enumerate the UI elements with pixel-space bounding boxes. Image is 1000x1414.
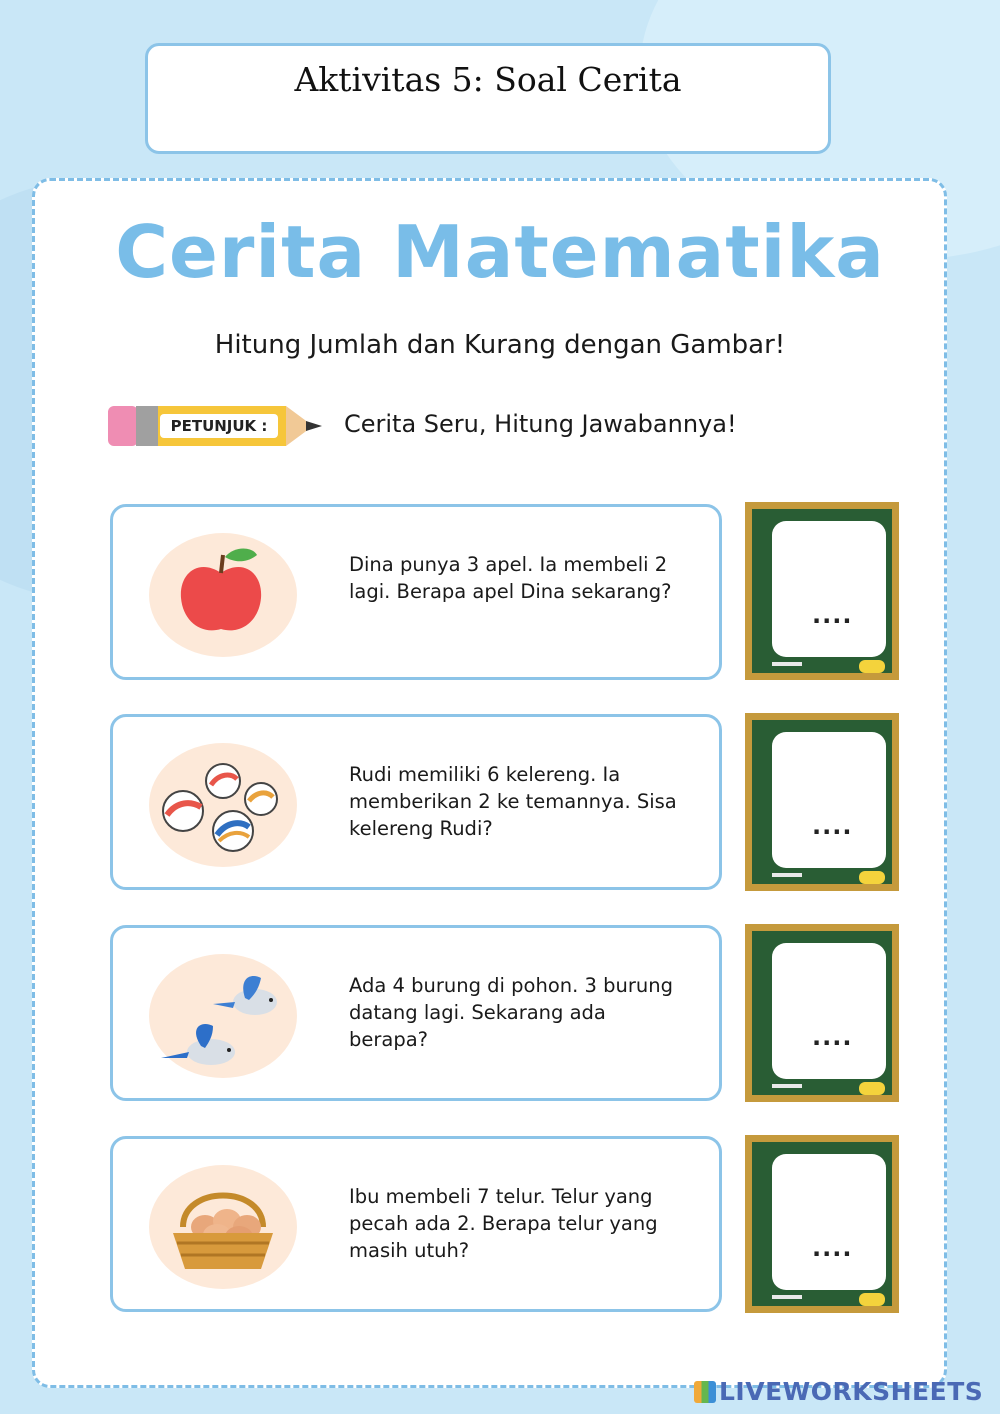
page-title: Cerita Matematika: [115, 210, 885, 294]
instruction-text: Cerita Seru, Hitung Jawabannya!: [344, 410, 737, 438]
answer-board-2: [745, 713, 899, 891]
instruction-label: PETUNJUK :: [160, 414, 278, 438]
chalk-icon: [772, 662, 802, 666]
activity-title: Aktivitas 5: Soal Cerita: [294, 60, 682, 99]
question-image-circle: [149, 533, 297, 657]
eraser-icon: [859, 871, 885, 884]
logo-mark-icon: [694, 1381, 716, 1403]
question-card-2: [110, 714, 722, 890]
eraser-icon: [859, 660, 885, 673]
apple-icon: [149, 533, 297, 657]
chalk-icon: [772, 1084, 802, 1088]
question-card-4: [110, 1136, 722, 1312]
answer-placeholder: ....: [812, 1023, 853, 1051]
question-text: Dina punya 3 apel. Ia membeli 2 lagi. Berapa apel Dina sekarang?: [349, 553, 672, 603]
question-card-3: [110, 925, 722, 1101]
answer-placeholder: ....: [812, 601, 853, 629]
answer-board-3: [745, 924, 899, 1102]
chalk-icon: [772, 873, 802, 877]
answer-field[interactable]: [772, 521, 886, 657]
question-card-1: [110, 504, 722, 680]
question-text: Ibu membeli 7 telur. Telur yang pecah ada 2. Berapa telur yang masih utuh?: [349, 1185, 658, 1262]
birds-icon: [149, 954, 297, 1078]
answer-field[interactable]: [772, 1154, 886, 1290]
question-image-circle: [149, 743, 297, 867]
logo-text: LIVEWORKSHEETS: [719, 1377, 984, 1406]
answer-placeholder: ....: [812, 1234, 853, 1262]
egg-basket-icon: [149, 1165, 297, 1289]
answer-board-4: [745, 1135, 899, 1313]
answer-field[interactable]: [772, 943, 886, 1079]
answer-field[interactable]: [772, 732, 886, 868]
answer-placeholder: ....: [812, 812, 853, 840]
question-image-circle: [149, 954, 297, 1078]
liveworksheets-logo[interactable]: [694, 1377, 983, 1406]
answer-board-1: [745, 502, 899, 680]
question-text: Ada 4 burung di pohon. 3 burung datang lagi. Sekarang ada berapa?: [349, 974, 673, 1051]
eraser-icon: [859, 1082, 885, 1095]
marbles-icon: [149, 743, 297, 867]
chalk-icon: [772, 1295, 802, 1299]
question-text: Rudi memiliki 6 kelereng. Ia memberikan 2 ke temannya. Sisa kelereng Rudi?: [349, 763, 677, 840]
page-subtitle: Hitung Jumlah dan Kurang dengan Gambar!: [214, 330, 786, 360]
activity-header-box: [145, 43, 831, 154]
eraser-icon: [859, 1293, 885, 1306]
question-image-circle: [149, 1165, 297, 1289]
